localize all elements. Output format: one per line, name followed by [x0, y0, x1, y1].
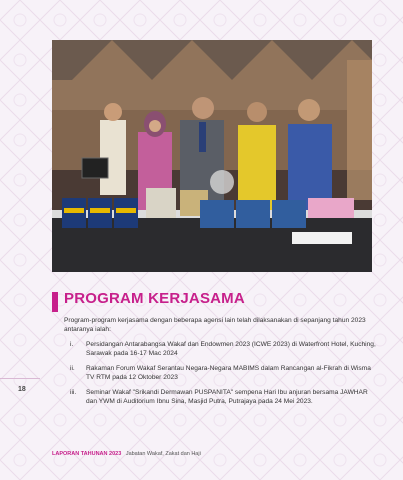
list-item-number: i. [70, 341, 74, 348]
list-item [64, 364, 376, 382]
program-list [64, 340, 376, 412]
section-title: PROGRAM KERJASAMA [64, 290, 245, 307]
list-item-number: iii. [70, 389, 77, 396]
list-item-text: Rakaman Forum Wakaf Serantau Negara-Negara MABIMS dalam Rancangan al-Fikrah di Wisma TV RTM pada 12 Oktober 2023 [86, 365, 371, 381]
title-accent-bar [52, 292, 58, 312]
page-number: 18 [18, 386, 26, 393]
footer-org: Jabatan Wakaf, Zakat dan Haji [125, 451, 201, 457]
list-item [64, 340, 376, 358]
list-item-number: ii. [70, 365, 75, 372]
event-photo [52, 40, 372, 272]
footer-brand: LAPORAN TAHUNAN 2023 [52, 451, 122, 457]
section-intro: Program-program kerjasama dengan beberapa agensi lain telah dilaksanakan di sepanjang tahun 2023 antaranya ialah: [64, 317, 366, 333]
list-item-text: Persidangan Antarabangsa Wakaf dan Endowmen 2023 (ICWE 2023) di Waterfront Hotel, Kuching, Sarawak pada 16-17 Mac 2024 [86, 341, 376, 357]
list-item [64, 388, 376, 406]
page-number-rule [0, 378, 40, 379]
page-footer [52, 451, 201, 457]
list-item-text: Seminar Wakaf "Srikandi Dermawan PUSPANITA" sempena Hari Ibu anjuran bersama JAWHAR dan YWM di Auditorium Ibnu Sina, Masjid Putra, Putrajaya pada 24 Mei 2023. [86, 389, 368, 405]
